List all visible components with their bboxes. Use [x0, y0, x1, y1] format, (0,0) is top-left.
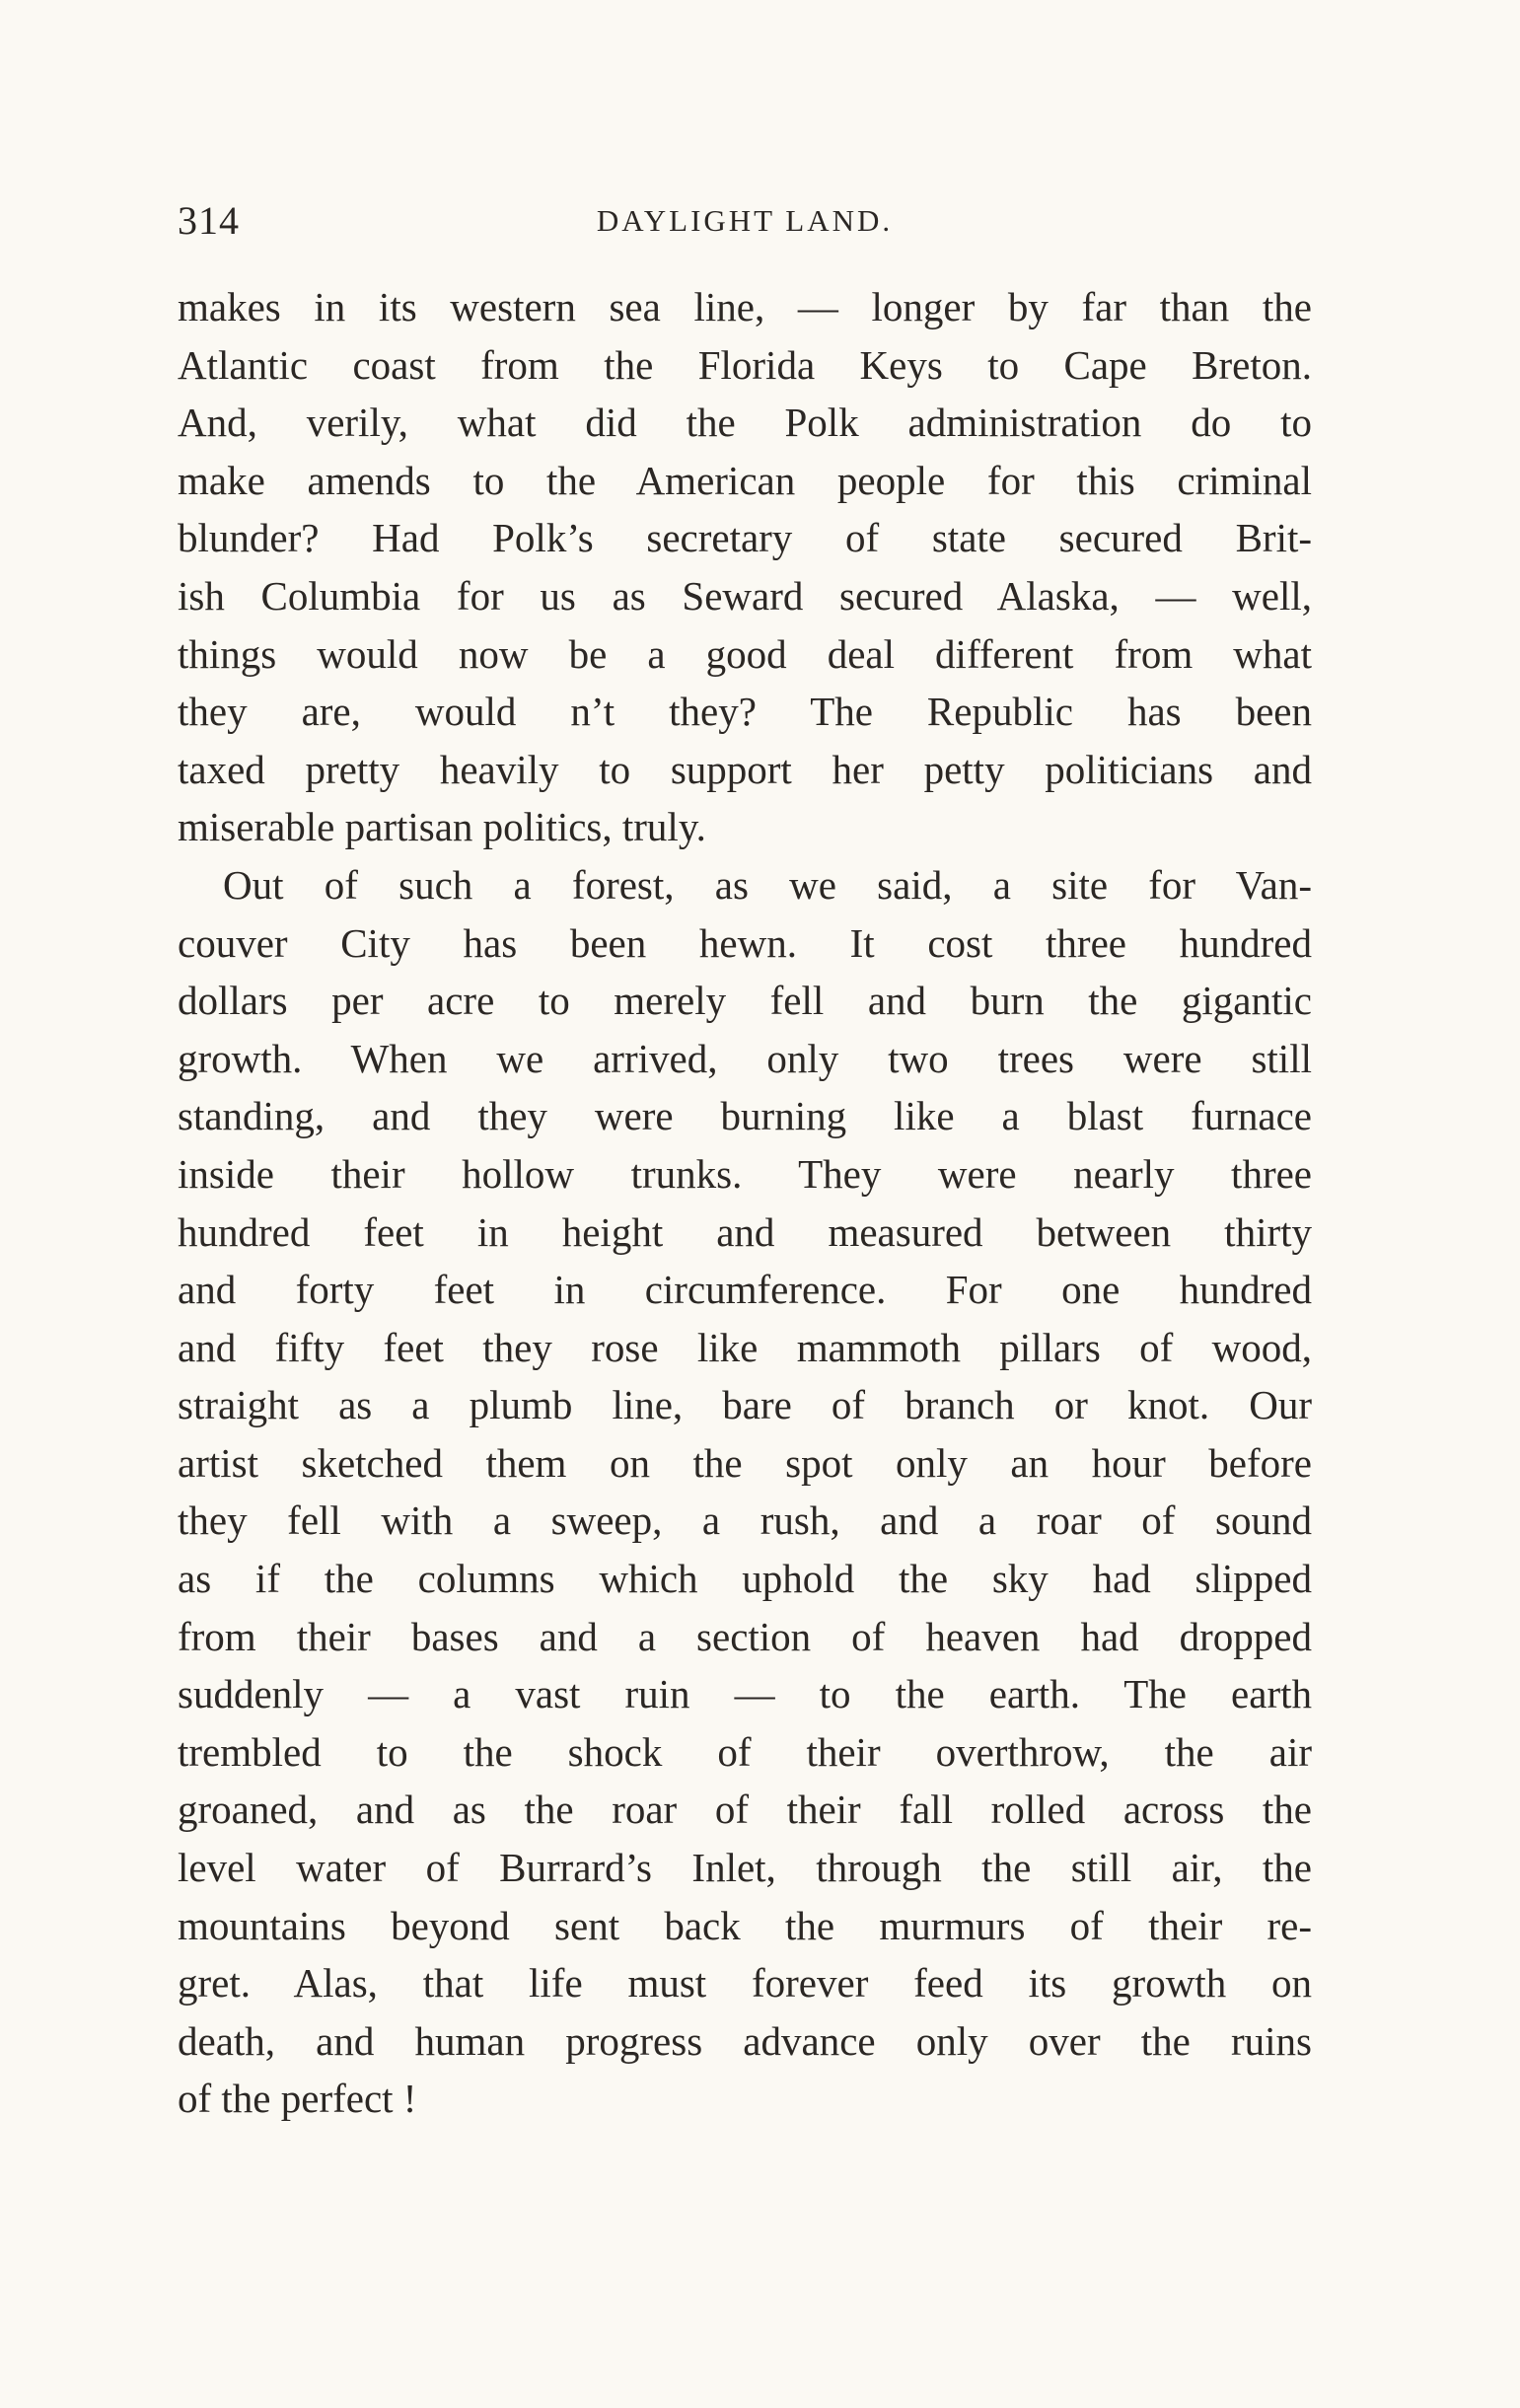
- text-line: hundred feet in height and measured between thirty: [178, 1208, 1312, 1255]
- text-line: as if the columns which uphold the sky had slipped: [178, 1556, 1312, 1602]
- running-title: DAYLIGHT LAND.: [596, 203, 894, 238]
- text-line: dollars per acre to merely fell and burn the gigantic: [178, 978, 1312, 1024]
- text-line: things would now be a good deal different from what: [178, 630, 1312, 677]
- text-line: gret. Alas, that life must forever feed its growth on: [178, 1960, 1312, 2007]
- paragraph-2: [178, 856, 1312, 2128]
- text-line: inside their hollow trunks. They were nearly three: [178, 1150, 1312, 1197]
- page-number: 314: [178, 198, 240, 243]
- text-line: of the perfect !: [178, 2076, 417, 2122]
- text-line: from their bases and a section of heaven had dropped: [178, 1613, 1312, 1659]
- text-line: Out of such a forest, as we said, a site for Van-: [223, 861, 1312, 908]
- text-line: mountains beyond sent back the murmurs of their re-: [178, 1902, 1312, 1948]
- text-line: groaned, and as the roar of their fall rolled across the: [178, 1787, 1312, 1833]
- text-line: death, and human progress advance only over the ruins: [178, 2017, 1312, 2064]
- text-line: suddenly — a vast ruin — to the earth. The earth: [178, 1671, 1312, 1717]
- text-line: miserable partisan politics, truly.: [178, 804, 706, 850]
- text-line: makes in its western sea line, — longer by far than the: [178, 284, 1312, 329]
- text-line: make amends to the American people for this criminal: [178, 457, 1312, 503]
- running-head: [178, 197, 1312, 247]
- text-line: growth. When we arrived, only two trees were still: [178, 1035, 1312, 1081]
- text-line: taxed pretty heavily to support her petty politicians and: [178, 746, 1312, 792]
- text-line: Atlantic coast from the Florida Keys to Cape Breton.: [178, 341, 1312, 388]
- text-line: they are, would n’t they? The Republic has been: [178, 689, 1312, 735]
- text-line: ish Columbia for us as Seward secured Alaska, — well,: [178, 572, 1312, 619]
- text-line: couver City has been hewn. It cost three hundred: [178, 919, 1312, 966]
- paragraph-1: [178, 278, 1312, 856]
- text-line: straight as a plumb line, bare of branch or knot. Our: [178, 1382, 1312, 1428]
- text-line: and fifty feet they rose like mammoth pillars of wood,: [178, 1324, 1312, 1370]
- text-line: standing, and they were burning like a blast furnace: [178, 1093, 1312, 1139]
- text-line: artist sketched them on the spot only an hour before: [178, 1439, 1312, 1486]
- body-text: [178, 278, 1312, 2128]
- text-line: And, verily, what did the Polk administration do to: [178, 400, 1312, 446]
- text-line: blunder? Had Polk’s secretary of state secured Brit-: [178, 515, 1312, 561]
- text-line: level water of Burrard’s Inlet, through the still air, the: [178, 1845, 1312, 1891]
- text-line: and forty feet in circumference. For one hundred: [178, 1267, 1312, 1313]
- text-line: trembled to the shock of their overthrow, the air: [178, 1728, 1312, 1775]
- text-line: they fell with a sweep, a rush, and a roar of sound: [178, 1497, 1312, 1544]
